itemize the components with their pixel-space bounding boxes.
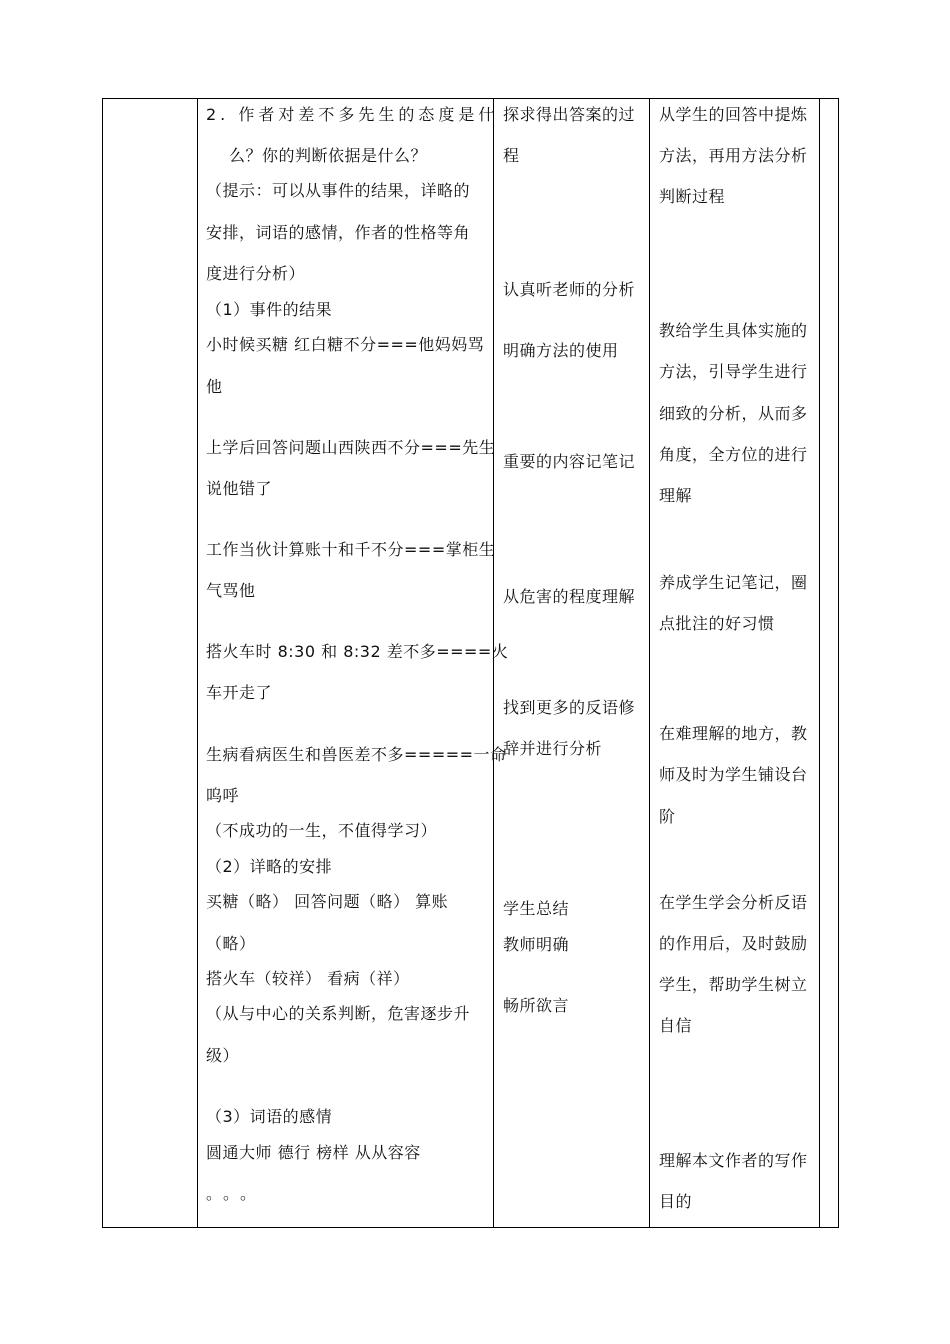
student-line: 认真听老师的分析 (503, 280, 636, 299)
content-line: 。。。 (206, 1184, 266, 1203)
student-line: 找到更多的反语修 (503, 698, 636, 717)
intent-line: 教给学生具体实施的 (659, 321, 808, 340)
intent-line: 自信 (659, 1016, 693, 1035)
student-line: 辞并进行分析 (503, 739, 603, 758)
content-line: （3）词语的感情 (206, 1107, 333, 1126)
content-line: 工作当伙计算账十和千不分===掌柜生 (206, 540, 496, 559)
empty-margin-cell (820, 99, 839, 1228)
content-line: 说他错了 (206, 479, 273, 498)
content-line: （从与中心的关系判断，危害逐步升 (206, 1004, 471, 1023)
intent-line: 角度，全方位的进行 (659, 445, 808, 464)
content-line: 买糖（略） 回答问题（略） 算账 (206, 892, 449, 911)
design-intent-cell (650, 99, 820, 1228)
content-line: 生病看病医生和兽医差不多=====一命 (206, 745, 507, 764)
student-line: 明确方法的使用 (503, 341, 619, 360)
student-line: 教师明确 (503, 935, 570, 954)
content-line: 么？你的判断依据是什么？ (229, 146, 428, 165)
intent-line: 方法，引导学生进行 (659, 362, 808, 381)
empty-column-cell (103, 99, 198, 1228)
content-line: （略） (206, 934, 256, 953)
content-line: 车开走了 (206, 683, 273, 702)
content-line: （2）详略的安排 (206, 857, 333, 876)
student-line: 探求得出答案的过 (503, 105, 636, 124)
content-line: （1）事件的结果 (206, 300, 333, 319)
content-line: 他 (206, 377, 223, 396)
student-line: 学生总结 (503, 899, 570, 918)
content-line: 级） (206, 1046, 240, 1065)
content-line: 呜呼 (206, 786, 240, 805)
intent-line: 养成学生记笔记，圈 (659, 573, 808, 592)
teaching-content-cell (198, 99, 509, 1228)
student-line: 重要的内容记笔记 (503, 452, 636, 471)
student-activity-cell (494, 99, 650, 1228)
intent-line: 判断过程 (659, 187, 726, 206)
intent-line: 在学生学会分析反语 (659, 893, 808, 912)
content-line: 上学后回答问题山西陕西不分===先生 (206, 438, 496, 457)
intent-line: 的作用后，及时鼓励 (659, 934, 808, 953)
content-line: 气骂他 (206, 581, 256, 600)
content-line: 小时候买糖 红白糖不分===他妈妈骂 (206, 335, 485, 354)
intent-line: 目的 (659, 1192, 693, 1211)
intent-line: 理解 (659, 486, 693, 505)
content-line: 搭火车时 8:30 和 8:32 差不多====火 (206, 642, 509, 661)
intent-line: 在难理解的地方，教 (659, 724, 808, 743)
content-line: 度进行分析） (206, 264, 306, 283)
content-line: （提示：可以从事件的结果，详略的 (206, 181, 471, 200)
content-line: 圆通大师 德行 榜样 从从容容 (206, 1143, 421, 1162)
student-line: 畅所欲言 (503, 996, 570, 1015)
table-row (103, 99, 839, 1228)
intent-line: 方法，再用方法分析 (659, 146, 808, 165)
intent-line: 师及时为学生铺设台 (659, 765, 808, 784)
content-line: 搭火车（较祥） 看病（祥） (206, 969, 410, 988)
intent-line: 细致的分析，从而多 (659, 404, 808, 423)
intent-line: 从学生的回答中提炼 (659, 105, 808, 124)
content-line: （不成功的一生，不值得学习） (206, 821, 438, 840)
content-line: 安排，词语的感情，作者的性格等角 (206, 223, 471, 242)
content-line: 2. 作者对差不多先生的态度是什 (206, 105, 499, 124)
intent-line: 理解本文作者的写作 (659, 1151, 808, 1170)
intent-line: 阶 (659, 807, 676, 826)
intent-line: 点批注的好习惯 (659, 614, 775, 633)
intent-line: 学生，帮助学生树立 (659, 975, 808, 994)
student-line: 程 (503, 146, 520, 165)
student-line: 从危害的程度理解 (503, 587, 636, 606)
lesson-plan-table (102, 98, 839, 1228)
